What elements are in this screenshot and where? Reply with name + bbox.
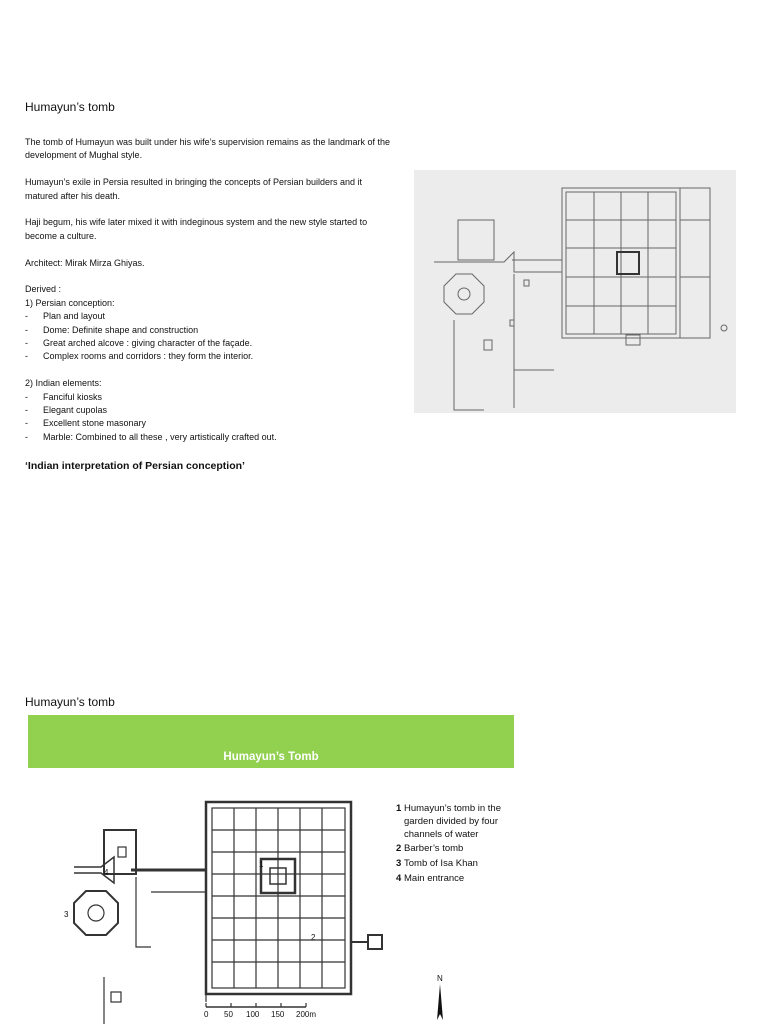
scale-label: 200m xyxy=(296,1010,317,1019)
paragraph: The tomb of Humayun was built under his wife’s supervision remains as the landmark of the development of Mughal style. xyxy=(25,137,391,161)
banner-title: Humayun’s Tomb xyxy=(223,751,319,763)
slide-banner xyxy=(28,715,514,768)
tagline: ‘Indian interpretation of Persian conception’ xyxy=(25,460,245,472)
list-item: - Great arched alcove : giving character of the façade. xyxy=(25,338,253,349)
list-item: - Marble: Combined to all these , very artistically crafted out. xyxy=(25,431,277,442)
indian-list xyxy=(25,377,395,444)
plan-label: 3 xyxy=(64,910,69,919)
body-text xyxy=(25,136,395,444)
list-item: - Excellent stone masonary xyxy=(25,418,147,429)
north-arrow-icon xyxy=(432,972,448,1022)
legend-item: 2 Barber’s tomb xyxy=(396,843,464,855)
scale-label: 100 xyxy=(246,1010,260,1019)
list-item: - Dome: Definite shape and construction xyxy=(25,324,199,335)
list-item: - Elegant cupolas xyxy=(25,405,108,416)
paragraph: Architect: Mirak Mirza Ghiyas. xyxy=(25,257,145,268)
legend-item: 1 Humayun’s tomb in the garden divided by four channels of water xyxy=(396,803,501,840)
list-heading: 1) Persian conception: xyxy=(25,297,115,308)
paragraph: Haji begum, his wife later mixed it with indeginous system and the new style started to become a culture. xyxy=(25,217,368,241)
derived-label: Derived : xyxy=(25,284,62,295)
plan-label: 2 xyxy=(311,933,316,942)
scale-label: 150 xyxy=(271,1010,285,1019)
paragraph: Humayun’s exile in Persia resulted in bringing the concepts of Persian builders and it matured after his death. xyxy=(25,177,363,201)
list-heading: 2) Indian elements: xyxy=(25,378,102,389)
legend-item: 4 Main entrance xyxy=(396,872,465,884)
labeled-site-plan xyxy=(56,797,386,1024)
list-item: - Fanciful kiosks xyxy=(25,391,103,402)
legend-item: 3 Tomb of Isa Khan xyxy=(396,858,478,870)
plan-legend xyxy=(396,803,506,888)
persian-list xyxy=(25,283,395,363)
section-title: Humayun’s tomb xyxy=(25,695,115,709)
plan-label: 1 xyxy=(259,860,264,869)
list-item: - Plan and layout xyxy=(25,311,106,322)
north-label: N xyxy=(437,974,443,983)
scale-label: 0 xyxy=(204,1010,209,1019)
site-plan-drawing xyxy=(414,170,736,413)
list-item: - Complex rooms and corridors : they form the interior. xyxy=(25,351,254,362)
plan-label: 4 xyxy=(104,868,109,877)
page-title: Humayun’s tomb xyxy=(25,100,115,114)
scale-label: 50 xyxy=(224,1010,233,1019)
